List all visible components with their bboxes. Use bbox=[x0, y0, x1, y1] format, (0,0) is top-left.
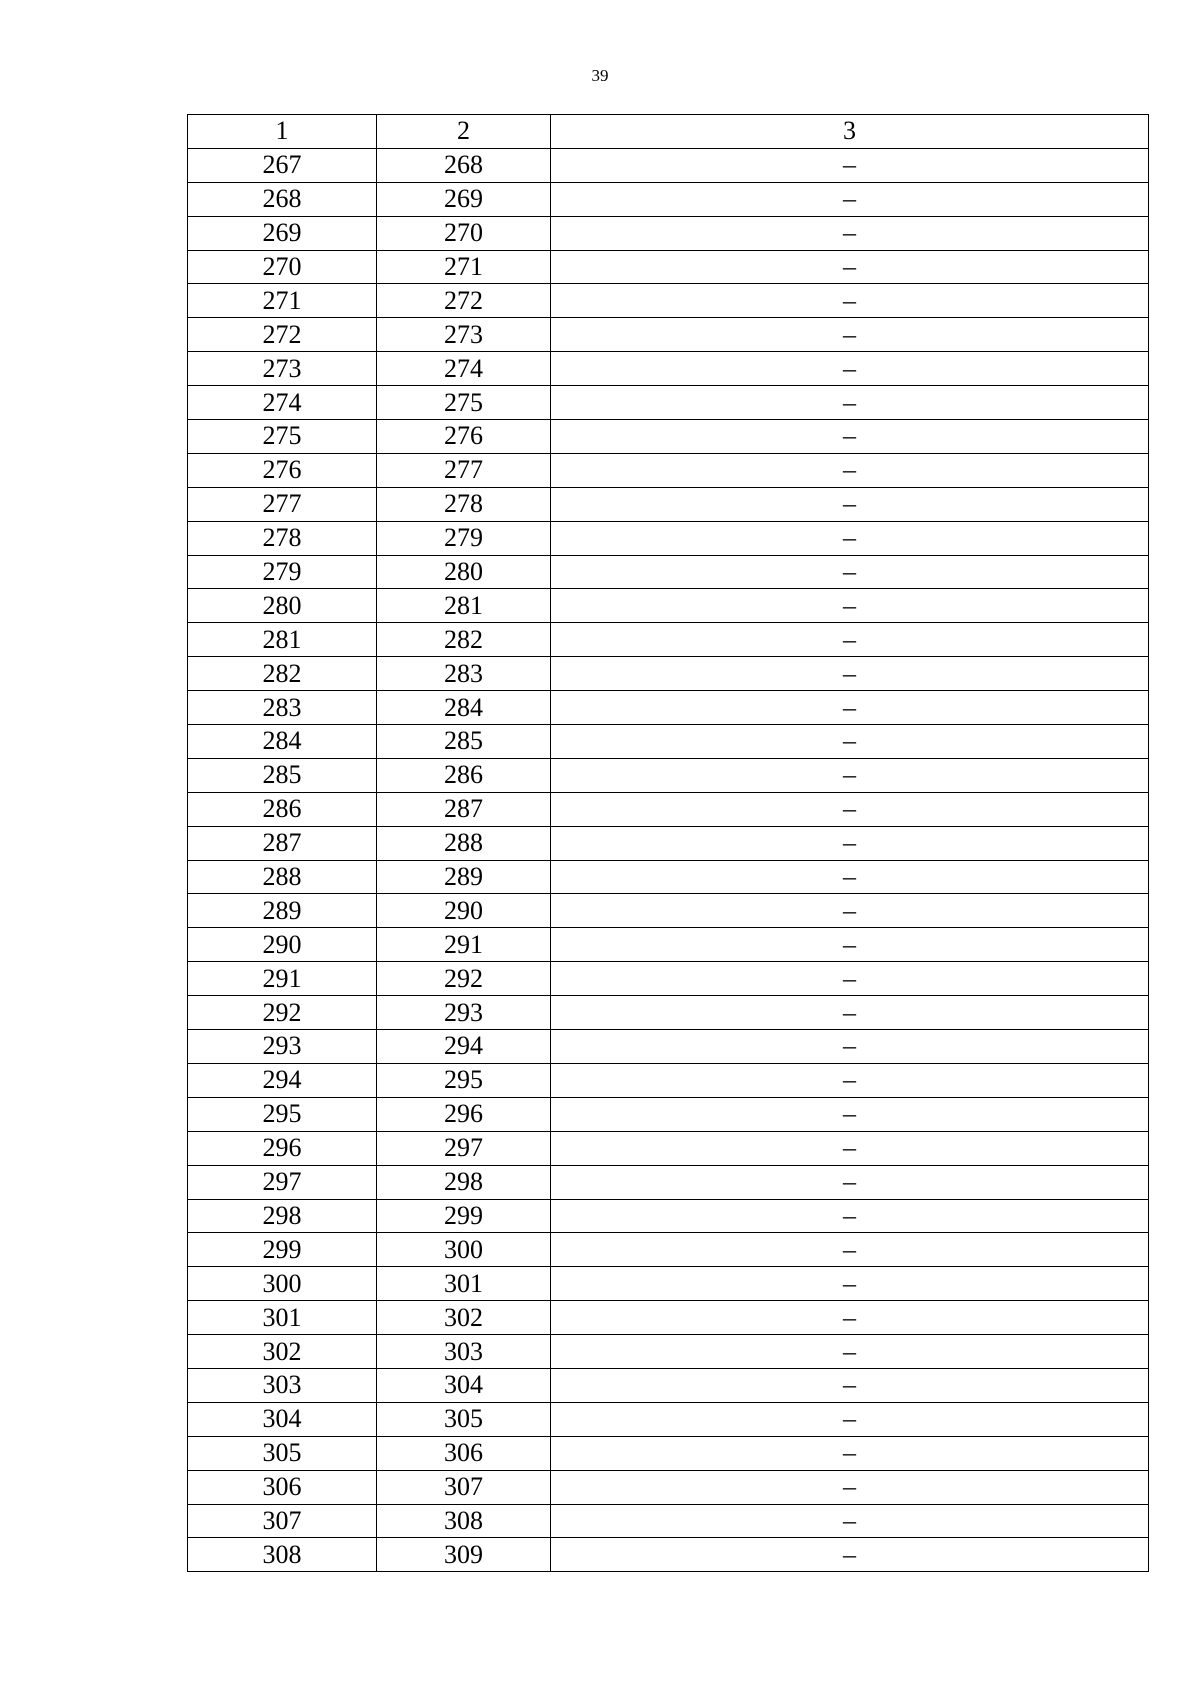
table-cell: – bbox=[551, 1470, 1149, 1504]
table-row bbox=[188, 182, 1149, 216]
table-row bbox=[188, 996, 1149, 1030]
table-cell: – bbox=[551, 250, 1149, 284]
table-body bbox=[188, 115, 1149, 1572]
table-cell: 305 bbox=[377, 1402, 551, 1436]
table-cell: 284 bbox=[377, 691, 551, 725]
table-cell: – bbox=[551, 1030, 1149, 1064]
table-cell: – bbox=[551, 928, 1149, 962]
table-row bbox=[188, 894, 1149, 928]
table-cell: 286 bbox=[377, 758, 551, 792]
table-cell: 306 bbox=[188, 1470, 377, 1504]
table-row bbox=[188, 555, 1149, 589]
table-cell: 305 bbox=[188, 1436, 377, 1470]
table-cell: 306 bbox=[377, 1436, 551, 1470]
table-row bbox=[188, 1335, 1149, 1369]
table-cell: 280 bbox=[188, 589, 377, 623]
table-cell: 295 bbox=[188, 1097, 377, 1131]
table-cell: – bbox=[551, 148, 1149, 182]
table-cell: – bbox=[551, 1165, 1149, 1199]
table-cell: – bbox=[551, 657, 1149, 691]
table-cell: 298 bbox=[188, 1199, 377, 1233]
table-cell: 300 bbox=[377, 1233, 551, 1267]
table-cell: 273 bbox=[188, 352, 377, 386]
table-cell: 299 bbox=[188, 1233, 377, 1267]
table-cell: 309 bbox=[377, 1538, 551, 1572]
table-cell: 271 bbox=[188, 284, 377, 318]
table-cell: – bbox=[551, 521, 1149, 555]
table-cell: – bbox=[551, 1131, 1149, 1165]
table-cell: 276 bbox=[188, 453, 377, 487]
table-cell: – bbox=[551, 1097, 1149, 1131]
table-cell: – bbox=[551, 318, 1149, 352]
table-cell: – bbox=[551, 1233, 1149, 1267]
table-row bbox=[188, 1436, 1149, 1470]
table-cell: 284 bbox=[188, 725, 377, 759]
table-cell: 279 bbox=[377, 521, 551, 555]
table-cell: 276 bbox=[377, 420, 551, 454]
table-cell: – bbox=[551, 725, 1149, 759]
table-cell: – bbox=[551, 453, 1149, 487]
table-row bbox=[188, 792, 1149, 826]
table-cell: 291 bbox=[188, 962, 377, 996]
table-cell: 301 bbox=[377, 1267, 551, 1301]
table-cell: 294 bbox=[188, 1063, 377, 1097]
table-row bbox=[188, 318, 1149, 352]
column-header: 2 bbox=[377, 115, 551, 149]
table-row bbox=[188, 453, 1149, 487]
table-row bbox=[188, 420, 1149, 454]
table-cell: – bbox=[551, 996, 1149, 1030]
table-row bbox=[188, 148, 1149, 182]
table-cell: 285 bbox=[377, 725, 551, 759]
data-table bbox=[187, 114, 1149, 1572]
table-cell: 289 bbox=[377, 860, 551, 894]
table-cell: – bbox=[551, 1368, 1149, 1402]
table-cell: 282 bbox=[188, 657, 377, 691]
table-row bbox=[188, 352, 1149, 386]
page-number: 39 bbox=[591, 66, 609, 85]
table-cell: 280 bbox=[377, 555, 551, 589]
table-row bbox=[188, 725, 1149, 759]
table-cell: 273 bbox=[377, 318, 551, 352]
table-row bbox=[188, 1199, 1149, 1233]
table-cell: – bbox=[551, 860, 1149, 894]
table-cell: 281 bbox=[188, 623, 377, 657]
table-cell: 274 bbox=[377, 352, 551, 386]
table-cell: 272 bbox=[377, 284, 551, 318]
table-cell: – bbox=[551, 487, 1149, 521]
table-cell: – bbox=[551, 555, 1149, 589]
table-cell: – bbox=[551, 894, 1149, 928]
table-row bbox=[188, 1165, 1149, 1199]
table-cell: 288 bbox=[377, 826, 551, 860]
table-cell: 292 bbox=[188, 996, 377, 1030]
table-cell: 302 bbox=[188, 1335, 377, 1369]
column-header: 1 bbox=[188, 115, 377, 149]
table-cell: 287 bbox=[188, 826, 377, 860]
table-header-row bbox=[188, 115, 1149, 149]
table-cell: 277 bbox=[377, 453, 551, 487]
table-row bbox=[188, 623, 1149, 657]
table-cell: 290 bbox=[377, 894, 551, 928]
table-cell: – bbox=[551, 420, 1149, 454]
table-cell: 308 bbox=[188, 1538, 377, 1572]
table-row bbox=[188, 386, 1149, 420]
table-cell: 302 bbox=[377, 1301, 551, 1335]
table-row bbox=[188, 1368, 1149, 1402]
table-cell: 293 bbox=[188, 1030, 377, 1064]
table-cell: – bbox=[551, 792, 1149, 826]
table-cell: 307 bbox=[188, 1504, 377, 1538]
table-row bbox=[188, 826, 1149, 860]
table-row bbox=[188, 1301, 1149, 1335]
table-row bbox=[188, 1131, 1149, 1165]
table-row bbox=[188, 860, 1149, 894]
table-cell: 278 bbox=[188, 521, 377, 555]
table-row bbox=[188, 1470, 1149, 1504]
table-row bbox=[188, 962, 1149, 996]
table-cell: 283 bbox=[377, 657, 551, 691]
table-cell: 275 bbox=[188, 420, 377, 454]
table-cell: 307 bbox=[377, 1470, 551, 1504]
table-cell: – bbox=[551, 1402, 1149, 1436]
table-cell: 291 bbox=[377, 928, 551, 962]
column-header: 3 bbox=[551, 115, 1149, 149]
table-cell: 303 bbox=[377, 1335, 551, 1369]
table-row bbox=[188, 521, 1149, 555]
table-cell: 300 bbox=[188, 1267, 377, 1301]
table-cell: – bbox=[551, 1267, 1149, 1301]
table-cell: 267 bbox=[188, 148, 377, 182]
table-cell: – bbox=[551, 826, 1149, 860]
table-cell: 287 bbox=[377, 792, 551, 826]
table-cell: 304 bbox=[377, 1368, 551, 1402]
table-row bbox=[188, 487, 1149, 521]
table-cell: – bbox=[551, 1301, 1149, 1335]
table-cell: 286 bbox=[188, 792, 377, 826]
table-row bbox=[188, 216, 1149, 250]
table-cell: 301 bbox=[188, 1301, 377, 1335]
table-cell: – bbox=[551, 1335, 1149, 1369]
table-cell: – bbox=[551, 1538, 1149, 1572]
table-cell: 275 bbox=[377, 386, 551, 420]
table-row bbox=[188, 928, 1149, 962]
table-cell: – bbox=[551, 284, 1149, 318]
table-cell: 282 bbox=[377, 623, 551, 657]
table-row bbox=[188, 1030, 1149, 1064]
table-cell: 271 bbox=[377, 250, 551, 284]
table-row bbox=[188, 1504, 1149, 1538]
table-cell: 297 bbox=[377, 1131, 551, 1165]
table-cell: 299 bbox=[377, 1199, 551, 1233]
table-row bbox=[188, 589, 1149, 623]
table-cell: 288 bbox=[188, 860, 377, 894]
table-cell: 303 bbox=[188, 1368, 377, 1402]
table-cell: – bbox=[551, 623, 1149, 657]
table-cell: – bbox=[551, 962, 1149, 996]
table-cell: 290 bbox=[188, 928, 377, 962]
table-cell: – bbox=[551, 589, 1149, 623]
table-cell: 270 bbox=[377, 216, 551, 250]
table-cell: – bbox=[551, 352, 1149, 386]
table-row bbox=[188, 1538, 1149, 1572]
table-cell: 268 bbox=[188, 182, 377, 216]
table-cell: 283 bbox=[188, 691, 377, 725]
table-cell: 297 bbox=[188, 1165, 377, 1199]
table-cell: 295 bbox=[377, 1063, 551, 1097]
table-row bbox=[188, 1402, 1149, 1436]
table-cell: 296 bbox=[188, 1131, 377, 1165]
table-cell: – bbox=[551, 386, 1149, 420]
table-cell: 269 bbox=[377, 182, 551, 216]
table-cell: 279 bbox=[188, 555, 377, 589]
table-cell: 289 bbox=[188, 894, 377, 928]
table-cell: 270 bbox=[188, 250, 377, 284]
table-cell: – bbox=[551, 691, 1149, 725]
table-row bbox=[188, 1233, 1149, 1267]
table-cell: 304 bbox=[188, 1402, 377, 1436]
table-row bbox=[188, 657, 1149, 691]
table-cell: – bbox=[551, 1063, 1149, 1097]
table-cell: 293 bbox=[377, 996, 551, 1030]
table-cell: 281 bbox=[377, 589, 551, 623]
table-row bbox=[188, 758, 1149, 792]
table-cell: 268 bbox=[377, 148, 551, 182]
table-cell: 308 bbox=[377, 1504, 551, 1538]
table-row bbox=[188, 284, 1149, 318]
table-cell: 285 bbox=[188, 758, 377, 792]
table-row bbox=[188, 691, 1149, 725]
table-cell: 298 bbox=[377, 1165, 551, 1199]
table-row bbox=[188, 1267, 1149, 1301]
table-cell: 294 bbox=[377, 1030, 551, 1064]
table-cell: – bbox=[551, 216, 1149, 250]
table-row bbox=[188, 250, 1149, 284]
table-cell: 278 bbox=[377, 487, 551, 521]
table-cell: 269 bbox=[188, 216, 377, 250]
table-cell: 274 bbox=[188, 386, 377, 420]
table-cell: – bbox=[551, 1199, 1149, 1233]
table-cell: 277 bbox=[188, 487, 377, 521]
table-cell: – bbox=[551, 1504, 1149, 1538]
table-cell: 272 bbox=[188, 318, 377, 352]
table-cell: 292 bbox=[377, 962, 551, 996]
table-row bbox=[188, 1097, 1149, 1131]
table-cell: – bbox=[551, 758, 1149, 792]
table-cell: – bbox=[551, 1436, 1149, 1470]
table-row bbox=[188, 1063, 1149, 1097]
table-cell: 296 bbox=[377, 1097, 551, 1131]
table-cell: – bbox=[551, 182, 1149, 216]
